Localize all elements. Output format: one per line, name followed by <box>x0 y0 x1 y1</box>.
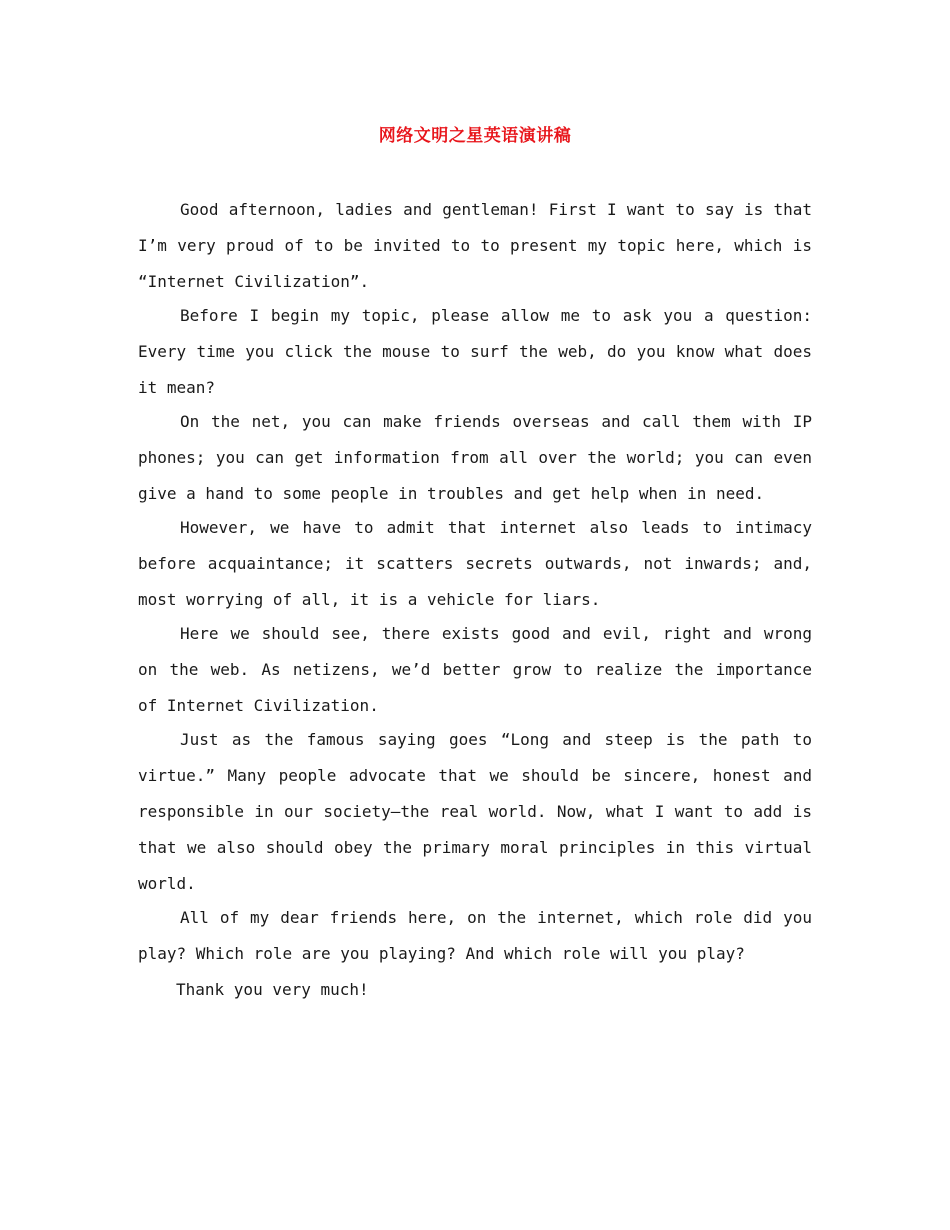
paragraph-benefits: On the net, you can make friends overseas and call them with IP phones; you can get information from all over the world; you can even give a hand to some people in troubles and get help when in need. <box>138 412 812 503</box>
closing-line: Thank you very much! <box>176 980 369 999</box>
paragraph-question: Before I begin my topic, please allow me to ask you a question: Every time you click the mouse to surf the web, do you know what does it mean? <box>138 306 812 397</box>
paragraph-roles: All of my dear friends here, on the internet, which role did you play? Which role are you playing? And which role will you play? <box>138 908 812 963</box>
document-title: 网络文明之星英语演讲稿 <box>378 126 572 146</box>
paragraph-drawbacks: However, we have to admit that internet also leads to intimacy before acquaintance; it scatters secrets outwards, not inwards; and, most worrying of all, it is a vehicle for liars. <box>138 518 812 609</box>
paragraph-virtue: Just as the famous saying goes “Long and steep is the path to virtue.” Many people advocate that we should be sincere, honest and responsible in our society—the real world. Now, what I want to add is that we also should obey the primary moral principles in this virtual world. <box>138 730 812 893</box>
paragraph-good-and-evil: Here we should see, there exists good and evil, right and wrong on the web. As netizens, we’d better grow to realize the importance of Internet Civilization. <box>138 624 812 715</box>
document-body <box>138 192 812 1008</box>
paragraph-greeting: Good afternoon, ladies and gentleman! First I want to say is that I’m very proud of to be invited to to present my topic here, which is “Internet Civilization”. <box>138 200 812 291</box>
